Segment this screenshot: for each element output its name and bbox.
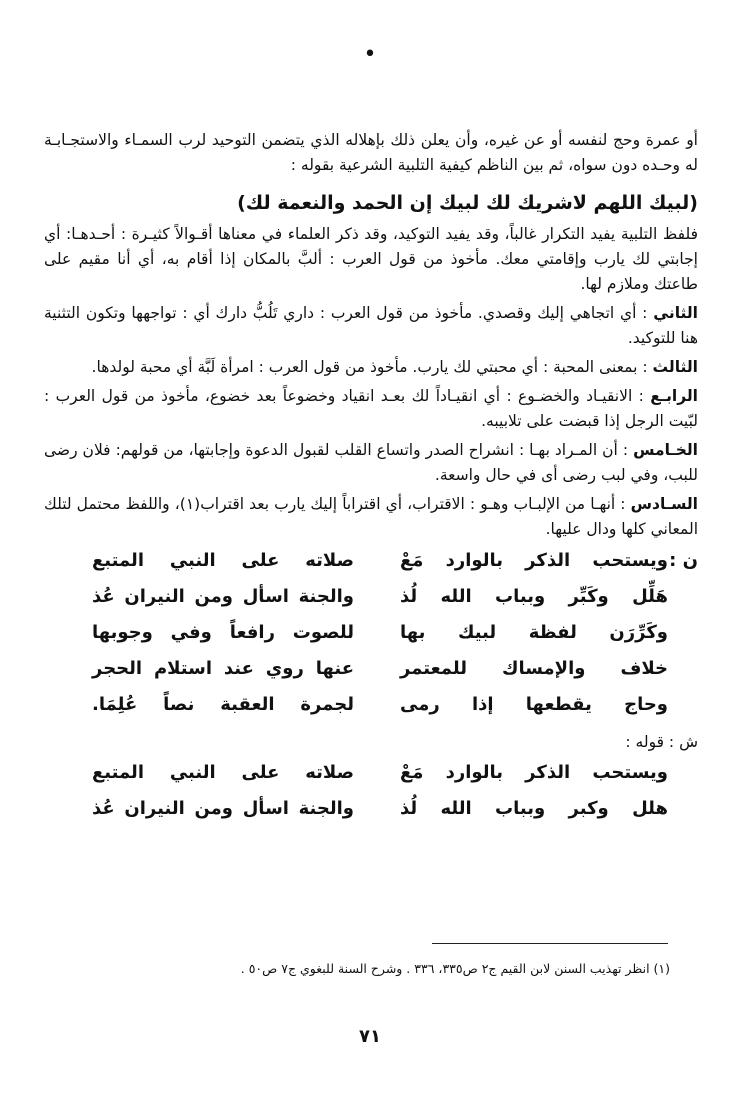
talbiya-formula: (لبيك اللهم لاشريك لك لبيك إن الحمد والنعمة لك): [237, 192, 698, 214]
meaning-third-paragraph: [44, 355, 698, 380]
footnote-separator: [432, 943, 668, 944]
page-number: ٧١: [359, 1026, 381, 1047]
verse-second-hemistich: عنها روي عند استلام الحجر: [92, 658, 354, 679]
verse-second-hemistich: والجنة اسأل ومن النيران عُذ: [92, 798, 354, 819]
verse-first-hemistich: خلاف والإمساك للمعتمر: [400, 658, 668, 679]
verse-first-hemistich: هَلِّل وكَبِّر وبباب الله لُذ: [400, 586, 668, 607]
verse-second-hemistich: صلاته على النبي المتبع: [92, 550, 354, 571]
meaning-fifth-paragraph: [44, 438, 698, 488]
main-text: [44, 128, 698, 834]
verse-second-hemistich: صلاته على النبي المتبع: [92, 762, 354, 783]
meaning-intro-paragraph: فلفظ التلبية يفيد التكرار غالباً، وقد يفيد التوكيد، وقد ذكر العلماء في معناها أقـوالاً كثيـرة : أحـدهـا: أي إجابتي لك يارب وإقامتي معك. مأخوذ من قول العرب : ألبَّ بالمكان إذا أقام به، أي أنا مقيم على طاعتك وملازم لها.: [44, 225, 698, 293]
poem-verse: [44, 550, 698, 586]
verse-second-hemistich: للصوت رافعاً وفي وجوبها: [92, 622, 354, 643]
meaning-fourth-text: : الانقيـاد والخضـوع : أي انقيـاداً لك بعـد انقياد وخضوعاً بعد خضوع، مأخوذ من قول العرب : لبّيت الرجل إذا قبضت على تلابيبه.: [44, 387, 698, 430]
meaning-third-text: : بمعنى المحبة : أي محبتي لك يارب. مأخوذ من قول العرب : امرأة لَبَّة أي محبة لولدها.: [91, 358, 648, 376]
meaning-sixth-heading: السـادس: [630, 495, 698, 513]
verse-second-hemistich: لجمرة العقبة نصاً عُلِمَا.: [92, 694, 354, 715]
meaning-fifth-heading: الخـامس: [633, 441, 698, 459]
poem-verse: [44, 694, 698, 730]
poem-verse: [44, 622, 698, 658]
poem-verse: [44, 658, 698, 694]
verse-first-hemistich: ويستحب الذكر بالوارد مَعْ: [400, 762, 668, 783]
verse-first-hemistich: هلل وكبر وبباب الله لُذ: [400, 798, 668, 819]
verse-first-hemistich: وكَرِّرَن لفظة لبيك بها: [400, 622, 668, 643]
verse-first-hemistich: وحاج يقطعها إذا رمى: [400, 694, 668, 715]
sharh-poem-block: [44, 762, 698, 834]
sharh-verse: [44, 798, 698, 834]
sharh-label: ش : قوله :: [625, 733, 698, 751]
top-mark: •: [363, 42, 377, 67]
poem-block: [44, 550, 698, 730]
meaning-second-text: : أي اتجاهي إليك وقصدي. مأخوذ من قول العرب : داري تَلُبُّ دارك أي : تواجهها وتكون التثنية هنا للتوكيد.: [44, 304, 698, 347]
verse-first-hemistich: ويستحب الذكر بالوارد مَعْ: [400, 550, 668, 571]
meaning-fourth-heading: الرابـع: [650, 387, 698, 405]
poem-marker: ن :: [669, 550, 698, 571]
meaning-sixth-text: : أنهـا من الإلبـاب وهـو : الاقتراب، أي اقتراباً إليك يارب بعد اقتراب(١)، واللفظ محتمل لتلك المعاني كلها ودال عليها.: [44, 495, 698, 538]
poem-verse: [44, 586, 698, 622]
verse-second-hemistich: والجنة اسأل ومن النيران عُذ: [92, 586, 354, 607]
meaning-second-heading: الثاني: [653, 304, 698, 322]
meaning-third-heading: الثالث: [652, 358, 698, 376]
footnote: (١) انظر تهذيب السنن لابن القيم ج٢ ص٣٣٥، ٣٣٦ . وشرح السنة للبغوي ج٧ ص٥٠ .: [240, 961, 670, 976]
sharh-verse: [44, 762, 698, 798]
meaning-second-paragraph: [44, 301, 698, 351]
intro-paragraph: أو عمرة وحج لنفسه أو عن غيره، وأن يعلن ذلك بإهلاله الذي يتضمن التوحيد لرب السمـاء والاستجـابـة له وحـده دون سواه، ثم بين الناظم كيفية التلبية الشرعية بقوله :: [44, 131, 698, 174]
meaning-sixth-paragraph: [44, 492, 698, 542]
meaning-fourth-paragraph: [44, 384, 698, 434]
meaning-fifth-text: : أن المـراد بهـا : انشراح الصدر واتساع القلب لقبول الدعوة وإجابتها، من قولهم: فلان رضى للبب، وفي لبب رضى أى في حال واسعة.: [44, 441, 698, 484]
